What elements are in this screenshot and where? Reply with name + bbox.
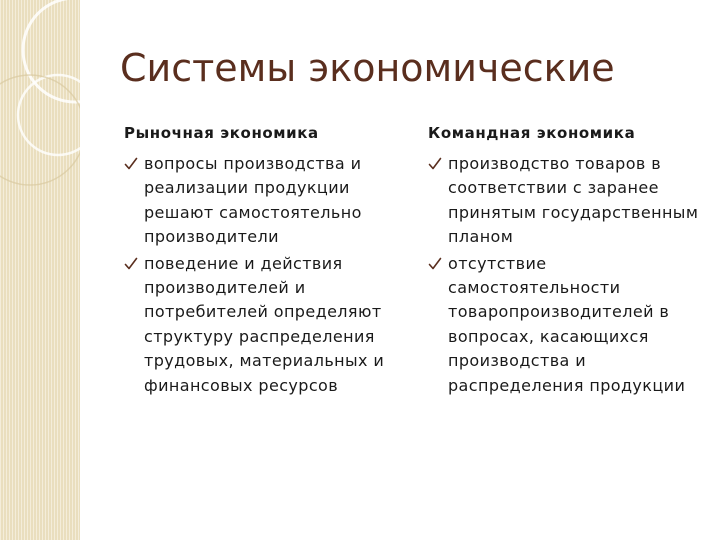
slide-title: Системы экономические [120, 46, 615, 90]
checkmark-icon [124, 257, 138, 271]
decorative-circles-graphic [0, 0, 80, 540]
checkmark-icon [124, 157, 138, 171]
list-item-text: вопросы производства и реализации продукции решают самостоятельно производители [144, 154, 362, 247]
decorative-side-band [0, 0, 80, 540]
market-economy-list [124, 152, 404, 398]
command-economy-column [428, 124, 710, 400]
list-item [428, 252, 710, 398]
checkmark-icon [428, 157, 442, 171]
command-economy-heading: Командная экономика [428, 124, 636, 142]
list-item [124, 152, 404, 250]
command-economy-list [428, 152, 710, 398]
market-economy-column [124, 124, 404, 400]
list-item [428, 152, 710, 250]
market-economy-heading: Рыночная экономика [124, 124, 319, 142]
list-item-text: поведение и действия производителей и потребителей определяют структуру распределения трудовых, материальных и финансовых ресурсов [144, 253, 385, 395]
list-item-text: производство товаров в соответствии с заранее принятым государственным планом [448, 154, 699, 247]
list-item-text: отсутствие самостоятельности товаропроизводителей в вопросах, касающихся производства и распределения продукции [448, 253, 686, 395]
checkmark-icon [428, 257, 442, 271]
list-item [124, 252, 404, 398]
